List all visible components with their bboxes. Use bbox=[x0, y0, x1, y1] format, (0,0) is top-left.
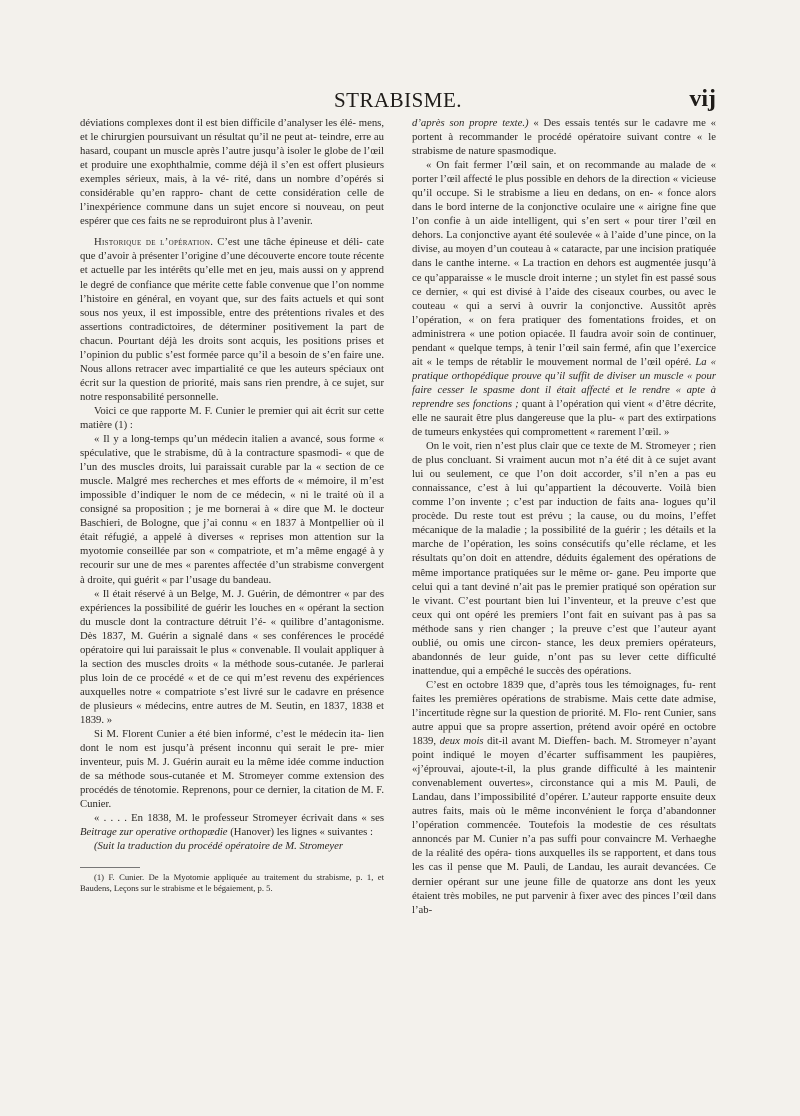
paragraph-text: C’est en octobre 1839 que, d’après tous les témoignages, fu- rent faites les premières opérations de strabisme. Mais cette date admise, l’incertitude règne sur la question de priorité. M. Flo- rent Cunier, sans autre appui que sa propre assertion, prétend avoir opéré en octobre 1839, bbox=[412, 678, 716, 748]
translation-note-text: (Suit la traduction du procédé opératoire de M. Stromeyer bbox=[94, 840, 344, 853]
quote-guerin: « Il était réservé à un Belge, M. J. Guérin, de démontrer « par des expériences la possibilité de guérir les louches en « opérant la section du muscle dont la contracture détruit l’é- « quilibre d’antagonisme. Dès 1837, M. Guérin a signalé dans « ses conférences le procédé opératoire qui lui paraissait le plus « convenable. Il voulait appliquer à la section des muscles droits « la méthode sous-cutanée. Je parlerai plus loin de ce procédé « et de ce qui m’est revenu des expériences auxquelles notre « compatriote s’est livré sur le cadavre en présence de plusieurs « médecins, entre autres de M. Seutin, en 1837, 1838 et 1839. » bbox=[80, 587, 384, 726]
paragraph-inventor: Si M. Florent Cunier a été bien informé, c’est le médecin ita- lien dont le nom est jusqu’à présent inconnu qui serait le pre- mier inventeur, puis M. J. Guérin aurait eu la même idée comme induction de sa méthode sous-cutanée et M. Stromeyer comme extension des procédés de ténotomie. Reprenons, pour ce dernier, la citation de M. F. Cunier. bbox=[80, 728, 384, 811]
quote-text: « On fait fermer l’œil sain, et on recommande au malade de « porter l’œil affecté le plus possible en dehors de la direction « vicieuse qu’il occupe. Si le strabisme a lieu en dedans, on en- « fonce alors dans le bord interne de la conjonctive oculaire une « airigne fine que l’on confie à un aide intelligent, qui s’en sert « pour tirer l’œil en dehors. La conjonctive ayant été soulevée « à l’aide d’une pince, on la divise, au moyen d’un couteau à « cataracte, par une incision pratiquée dans le canthe interne. « La traction en dehors est augmentée jusqu’à ce qu’apparaisse « le muscle droit interne ; un stylet fin est passé sous ce dernier, « qui est divisé à l’aide des ciseaux courbes, ou avec le couteau « qui a servi à ouvrir la conjonctive. Aussitôt après l’opération, « on fera pratiquer des fomentations froides, et on administrera « une potion opiacée. Il faudra avoir soin de continuer, pendant « quelque temps, à tenir l’œil sain fermé, afin que l’exercice ait « le temps de rétablir le mouvement normal de l’œil opéré. bbox=[412, 159, 716, 368]
quote-italian-doctor: « Il y a long-temps qu’un médecin italien a avancé, sous forme « spéculative, que le strabisme, dû à la contracture spasmodi- « que de l’un des muscles droits, lui paraissait curable par la « section de ce muscle. Malgré mes recherches et mes efforts de « mémoire, il m’est impossible d’indiquer le nom de ce médecin, « ni le traité où il a consigné sa proposition ; je me bornerai à « dire que M. le docteur Baschieri, de Bologne, que j’ai connu « en 1837 à Montpellier où il était réfugié, a appelé à diverses « reprises mon attention sur la myotomie conseillée par son « compatriote, et m’a même engagé à y recourir sur une de mes « parentes affectée d’un strabisme convergent à droite, qui guérit « par l’usage du bandeau. bbox=[80, 433, 384, 586]
paragraph-text: dit-il avant M. Dieffen- bach. M. Stromeyer n’ayant point indiqué le moyen d’écarter suffisamment les paupières, «j’éprouvai, ajoute-t-il, la plus grande difficulté à les maintenir convenablement ouvertes», circonstance qui a mis M. Pauli, de Landau, dans l’impossibilité d’opérer. L’auteur rapporte ensuite deux autres faits, mais où le même inconvénient le força d’abandonner l’opération commencée. Toutefois la modestie de ces résultats annoncés par M. Cunier n’a pas suffi pour convaincre M. Verhaeghe de la réalité des opéra- tions auxquelles ils se rapportent, et dans tous les cas il pense que M. Pauli, de Landau, les aurait devancées. Ce dernier opérant sur une jeune fille de quatorze ans dont les yeux étaient très mobiles, ne put parvenir à fixer avec des pinces l’œil dans l’ab- bbox=[412, 735, 716, 916]
page-number: vij bbox=[689, 86, 716, 112]
quote-stromeyer-intro bbox=[80, 811, 384, 839]
paragraph-historique bbox=[80, 235, 384, 404]
italic-text: d’après son propre texte.) bbox=[412, 117, 529, 129]
section-heading: Historique de l’opération. bbox=[94, 236, 214, 249]
quote-text: « Des essais tentés sur le cadavre me « portent à recommander le procédé opératoire suivant contre « le strabisme de nature spasmodique. bbox=[412, 117, 716, 158]
paragraph-priority bbox=[412, 678, 716, 917]
quote-stromeyer bbox=[412, 116, 716, 158]
quote-text: « . . . . En 1838, M. le professeur Stromeyer écrivait dans « ses bbox=[94, 812, 384, 825]
footnote: (1) F. Cunier. De la Myotomie appliquée au traitement du strabisme, p. 1, et Baudens, Leçons sur le strabisme et le bégaiement, p. 5. bbox=[80, 872, 384, 894]
quote-procedure bbox=[412, 158, 716, 439]
paragraph-text: C’est une tâche épineuse et déli- cate que d’avoir à présenter l’origine d’une découverte encore toute récente et actuelle par les intérêts qu’elle met en jeu, mais aussi on y apprend le degré de confiance que mérite cette fable convenue que l’on nomme l’histoire en général, en voyant que, sur des faits actuels et qui sont sous nos yeux, il est impossible, entre des prétentions rivales et des assertions contradictoires, de déterminer positivement la part de chacun. Pourtant déjà les droits sont acquis, les positions prises et l’opinion du public s’est formée parce qu’il a besoin de s’en faire une. Nous allons retracer avec impartialité ce que les auteurs spéciaux ont écrit sur la question de priorité, mais sans rien prendre, à ce sujet, sur notre responsabilité personnelle. bbox=[80, 236, 384, 403]
left-column bbox=[80, 116, 384, 894]
quote-text: (Hanover) les lignes « suivantes : bbox=[227, 826, 373, 839]
italic-text: deux mois bbox=[439, 735, 484, 748]
quote-text: quant à l’opération qui vient « d’être décrite, elle ne saurait être plus dangereuse que la plu- « part des extirpations de tumeurs enkystées qui compromettent « rarement l’œil. » bbox=[412, 397, 716, 439]
italic-text: La « pratique orthopédique prouve qu’il suffit de diviser un muscle « pour faire cesser le spasme dont il était affecté et le rendre « apte à reprendre ses fonctions ; bbox=[412, 355, 716, 410]
running-header bbox=[80, 86, 716, 116]
right-column bbox=[412, 116, 716, 917]
footnote-divider bbox=[80, 867, 140, 868]
book-title: Beitrage zur operative orthopædie bbox=[80, 826, 228, 839]
paragraph-continued: déviations complexes dont il est bien difficile d’analyser les élé- mens, et le chirurgien poursuivant un résultat qu’il ne peut at- teindre, erre au hasard, coupant un muscle après l’autre jusqu’à isoler le globe de l’œil et produire une exophthalmie, comme déjà il s’en est offert plusieurs exemples sérieux, mais, à la vé- rité, dans un nombre d’opérés si considérable qu’en rappro- chant de cette considération celle de l’inexpérience commune dans un sujet encore si nouveau, on peut espérer que ces faits ne se reproduiront plus à l’avenir. bbox=[80, 117, 384, 228]
paragraph-cunier-intro: Voici ce que rapporte M. F. Cunier le premier qui ait écrit sur cette matière (1) : bbox=[80, 404, 384, 431]
page-title: STRABISME. bbox=[333, 88, 463, 112]
paragraph-conclusion: On le voit, rien n’est plus clair que ce texte de M. Stromeyer ; rien de plus concluant. Si vraiment aucun mot n’a été dit à ce sujet avant lui ou seulement, ce que l’on doit accorder, s’il n’en a pas eu connaissance, c’est à lui qu’appartient la découverte. Voilà bien comme l’on invente ; c’est par induction de faits ana- logues qu’il procède. Du reste tout est prévu ; la cause, ou du moins, l’effet mécanique de la maladie ; la possibilité de la guérir ; les détails et la marche de l’opération, les soins consécutifs qu’elle réclame, et les résultats qu’on doit en attendre, déduits également des opérations de même importance pratiquées sur le même or- gane. Peu importe que celui qui a tant deviné n’ait pas le premier pratiqué son opération sur le vivant. C’est pourtant bien lui l’inventeur, et la preuve c’est que ceux qui ont opéré les premiers l’ont fait en suivant pas à pas sa méthode sans y rien changer ; la preuve c’est que l’auteur ayant oublié, ou omis une circon- stance, les deux premiers opérateurs, abandonnés de leur guide, n’ont pas su lever cette difficulté inattendue, qui a empêché le succès des opérations. bbox=[412, 440, 716, 677]
translation-note bbox=[80, 839, 384, 853]
